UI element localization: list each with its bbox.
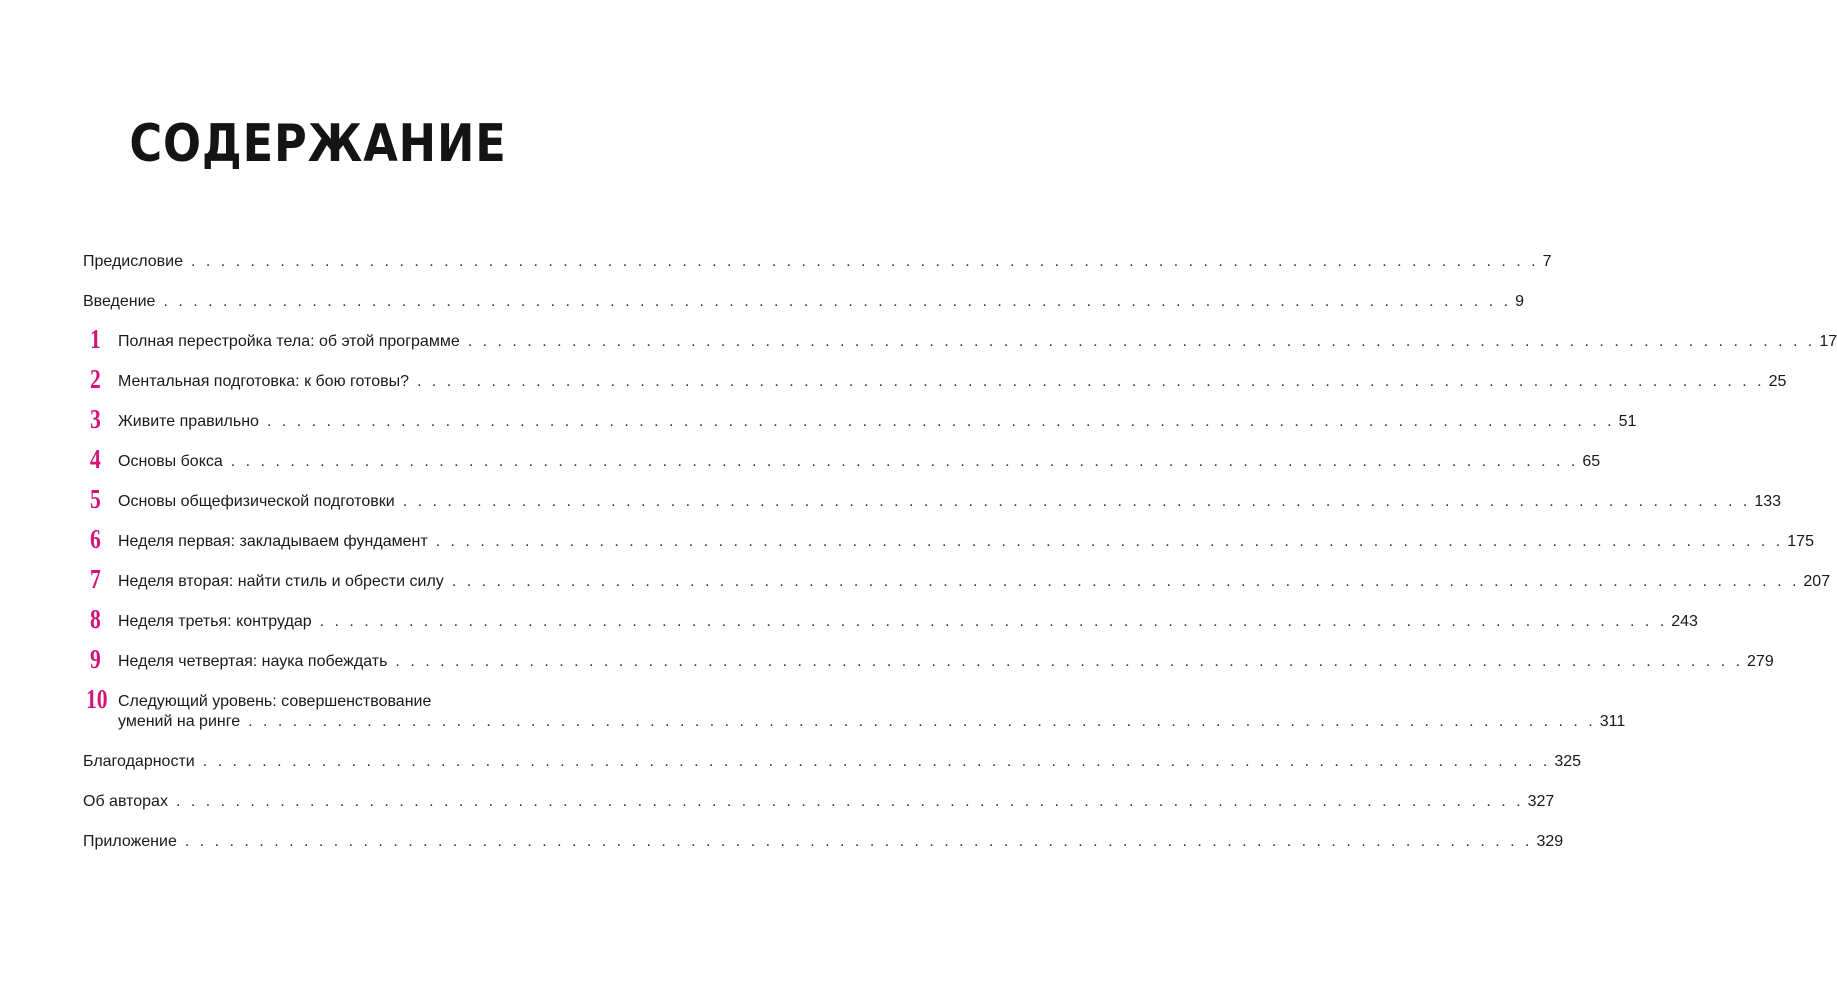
toc-entry-page: 7 [1542, 253, 1552, 270]
dot-leader [176, 792, 1524, 812]
chapter-number: 9 [90, 644, 101, 674]
chapter-number: 8 [90, 604, 101, 634]
dot-leader [185, 832, 1533, 852]
toc-entry-page: 327 [1527, 793, 1555, 810]
toc-chapter-3[interactable] [83, 404, 1637, 434]
toc-chapter-8[interactable] [83, 604, 1698, 634]
toc-entry-label: Неделя первая: закладываем фундамент [118, 533, 428, 550]
dot-leader [417, 372, 1765, 392]
toc-entry-label: Основы бокса [118, 453, 223, 470]
toc-entry-about-authors[interactable] [83, 792, 1555, 812]
toc-entry-acknowledgements[interactable] [83, 752, 1582, 772]
toc-entry-label: Приложение [83, 833, 177, 850]
chapter-number: 2 [90, 364, 101, 394]
toc-entry-page: 329 [1536, 833, 1564, 850]
dot-leader [248, 712, 1596, 732]
toc-chapter-7[interactable] [83, 564, 1831, 594]
toc-entry-label: Введение [83, 293, 156, 310]
dot-leader [267, 412, 1615, 432]
table-of-contents [83, 252, 1837, 872]
dot-leader [191, 252, 1539, 272]
dot-leader [203, 752, 1551, 772]
toc-entry-foreword[interactable] [83, 252, 1552, 272]
toc-entry-label: Неделя третья: контрудар [118, 613, 312, 630]
toc-chapter-2[interactable] [83, 364, 1787, 394]
toc-entry-label-line2: умений на ринге [118, 713, 241, 730]
chapter-number: 10 [86, 684, 108, 714]
toc-entry-label: Ментальная подготовка: к бою готовы? [118, 373, 409, 390]
toc-chapter-5[interactable] [83, 484, 1782, 514]
toc-entry-page: 243 [1671, 613, 1698, 630]
dot-leader [231, 452, 1579, 472]
chapter-number: 7 [90, 564, 101, 594]
toc-entry-label: Основы общефизической подготовки [118, 493, 395, 510]
toc-entry-page: 175 [1787, 533, 1814, 550]
chapter-number: 3 [90, 404, 101, 434]
toc-entry-page: 65 [1582, 453, 1601, 470]
chapter-number: 1 [90, 324, 101, 354]
toc-chapter-1[interactable] [83, 324, 1837, 354]
toc-entry-page: 9 [1515, 293, 1524, 310]
dot-leader [468, 332, 1816, 352]
dot-leader [163, 292, 1511, 312]
toc-entry-page: 207 [1803, 573, 1831, 590]
toc-entry-label: Неделя четвертая: наука побеждать [118, 653, 388, 670]
dot-leader [320, 612, 1668, 632]
page-title: СОДЕРЖАНИЕ [129, 114, 507, 174]
dot-leader [403, 492, 1751, 512]
toc-entry-label: Предисловие [83, 253, 183, 270]
toc-entry-label: Полная перестройка тела: об этой программе [118, 333, 460, 350]
dot-leader [395, 652, 1743, 672]
toc-chapter-4[interactable] [83, 444, 1601, 474]
toc-entry-page: 17 [1819, 333, 1837, 350]
toc-chapter-9[interactable] [83, 644, 1774, 674]
toc-entry-page: 25 [1768, 373, 1787, 390]
toc-entry-page: 51 [1618, 413, 1637, 430]
toc-entry-label-line1: Следующий уровень: совершенствование [118, 693, 432, 710]
chapter-number: 5 [90, 484, 101, 514]
toc-entry-label: Об авторах [83, 793, 168, 810]
toc-entry-page: 279 [1747, 653, 1774, 670]
chapter-number: 4 [90, 444, 101, 474]
toc-entry-appendix[interactable] [83, 832, 1564, 852]
toc-entry-label: Неделя вторая: найти стиль и обрести силу [118, 573, 444, 590]
toc-entry-label: Благодарности [83, 753, 195, 770]
toc-entry-page: 325 [1554, 753, 1582, 770]
toc-chapter-10[interactable] [83, 684, 1626, 732]
dot-leader [452, 572, 1800, 592]
toc-entry-page: 133 [1754, 493, 1782, 510]
toc-entry-page: 311 [1599, 713, 1626, 730]
dot-leader [436, 532, 1784, 552]
toc-entry-introduction[interactable] [83, 292, 1524, 312]
chapter-number: 6 [90, 524, 101, 554]
toc-entry-label: Живите правильно [118, 413, 259, 430]
toc-chapter-6[interactable] [83, 524, 1814, 554]
